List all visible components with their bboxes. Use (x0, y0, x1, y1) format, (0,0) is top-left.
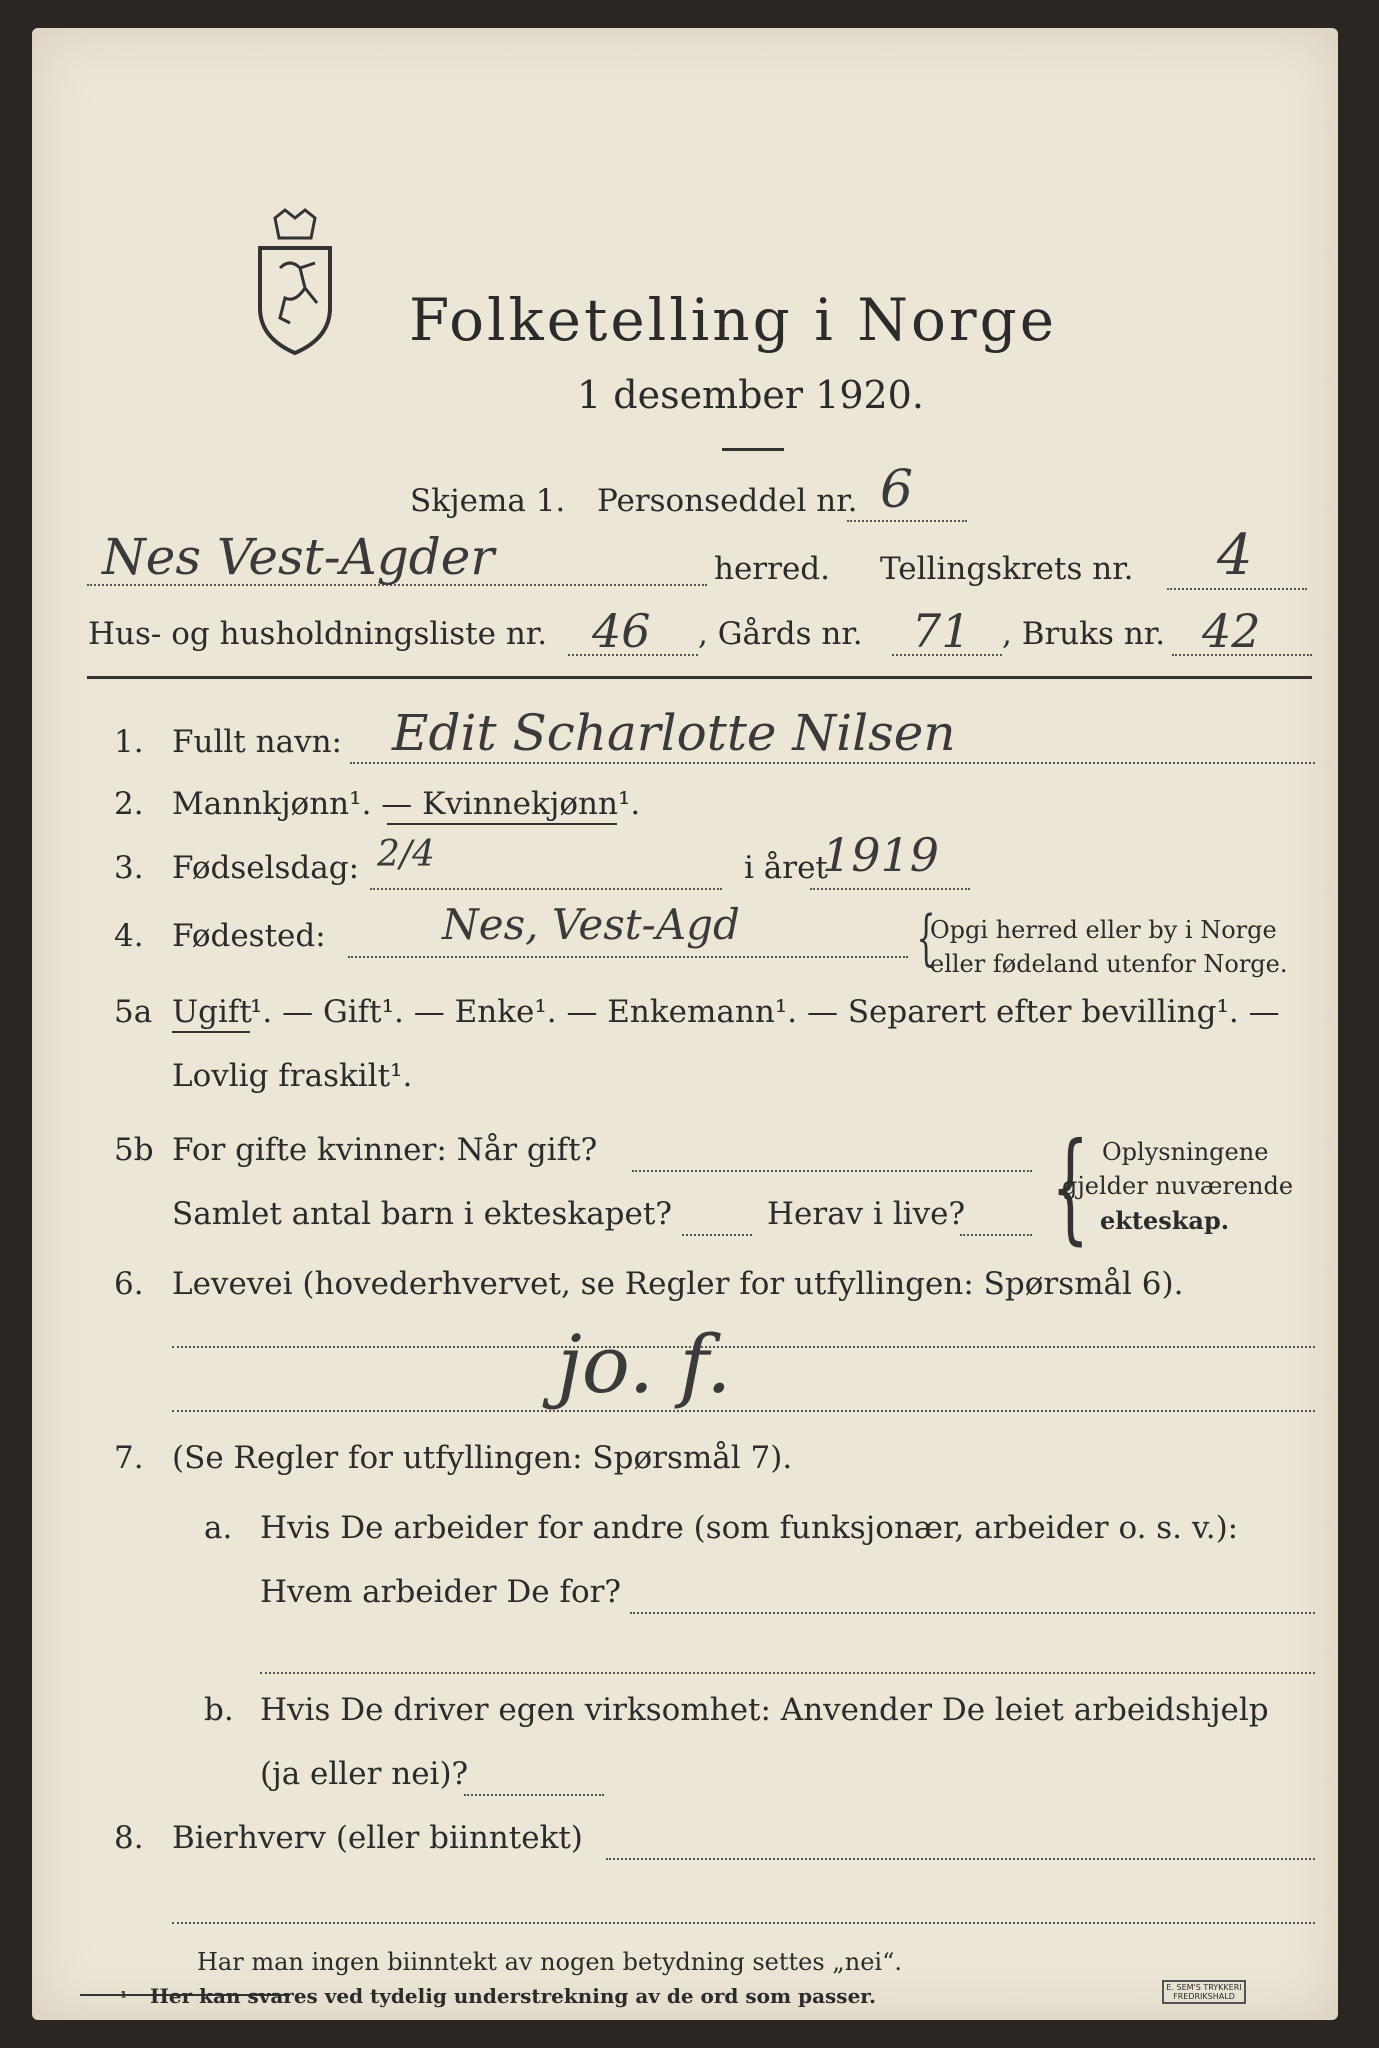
q5b-note2: gjelder nuværende (1062, 1172, 1294, 1200)
census-form-page (32, 28, 1338, 2020)
birth-day-value[interactable]: 2/4 (377, 834, 435, 875)
skjema-label: Skjema 1. (410, 483, 566, 519)
header-divider (87, 676, 1312, 679)
q7b-text: Hvis De driver egen virksomhet: Anvender De leiet arbeidshjelp (260, 1692, 1269, 1728)
ugift-underline (172, 1031, 250, 1033)
q1-label: Fullt navn: (172, 724, 342, 760)
footnote-mark: ¹ (120, 1988, 128, 2007)
q2-label: Mannkjønn¹. — Kvinnekjønn¹. (172, 786, 641, 822)
hus-label: Hus- og husholdningsliste nr. (88, 616, 548, 652)
ugift-option: Ugift (172, 994, 252, 1030)
kvinnekjonn-underline (387, 823, 617, 825)
bruks-label: , Bruks nr. (1002, 616, 1166, 652)
q6-number: 6. (114, 1266, 144, 1302)
q8-note: Har man ingen biinntekt av nogen betydning settes „nei“. (197, 1948, 902, 1976)
footnote-text: Her kan svares ved tydelig understrekning av de ord som passer. (150, 1984, 876, 2008)
personseddel-value[interactable]: 6 (880, 460, 914, 520)
stamp-line1: E. SEM'S TRYKKERI (1166, 1983, 1242, 1992)
tellingskrets-value[interactable]: 4 (1217, 523, 1253, 588)
gards-value[interactable]: 71 (912, 604, 971, 658)
form-title: Folketelling i Norge (409, 286, 1058, 354)
birthplace-value[interactable]: Nes, Vest-Agd (442, 900, 740, 949)
q8-number: 8. (114, 1820, 144, 1856)
q7b-number: b. (204, 1692, 234, 1728)
q7b-question: (ja eller nei)? (260, 1756, 469, 1792)
q4-note-line1: Opgi herred eller by i Norge (930, 916, 1277, 944)
q5b-note1: Oplysningene (1102, 1138, 1269, 1166)
q4-number: 4. (114, 918, 144, 954)
q2-number: 2. (114, 786, 144, 822)
q3-number: 3. (114, 850, 144, 886)
q5a-number: 5a (114, 994, 153, 1030)
q5b-note3: ekteskap. (1100, 1206, 1230, 1235)
q3-label: Fødselsdag: (172, 850, 360, 886)
q6-label: Levevei (hovederhvervet, se Regler for utfyllingen: Spørsmål 6). (172, 1266, 1184, 1302)
q4-note-line2: eller fødeland utenfor Norge. (930, 950, 1288, 978)
q8-label: Bierhverv (eller biinntekt) (172, 1820, 583, 1856)
hus-value[interactable]: 46 (592, 604, 651, 658)
q1-number: 1. (114, 724, 144, 760)
stamp-line2: FREDRIKSHALD (1173, 1992, 1235, 2001)
title-divider (722, 448, 784, 451)
herred-label: herred. (714, 551, 830, 587)
q5a-line2: Lovlig fraskilt¹. (172, 1058, 413, 1094)
bruks-value[interactable]: 42 (1202, 604, 1261, 658)
q7a-question: Hvem arbeider De for? (260, 1574, 622, 1610)
q5b-line1: For gifte kvinner: Når gift? (172, 1132, 598, 1168)
personseddel-label: Personseddel nr. (597, 483, 858, 519)
full-name-value[interactable]: Edit Scharlotte Nilsen (392, 704, 956, 762)
q5a-options: ¹. — Gift¹. — Enke¹. — Enkemann¹. — Separert efter bevilling¹. — (250, 994, 1280, 1030)
q5b-children-label: Samlet antal barn i ekteskapet? (172, 1196, 672, 1232)
q7a-text: Hvis De arbeider for andre (som funksjonær, arbeider o. s. v.): (260, 1510, 1239, 1546)
year-label: i året (744, 850, 828, 886)
q7a-number: a. (204, 1510, 233, 1546)
tellingskrets-label: Tellingskrets nr. (880, 551, 1134, 587)
q7-label: (Se Regler for utfyllingen: Spørsmål 7). (172, 1440, 793, 1476)
birth-year-value[interactable]: 1919 (822, 828, 940, 882)
norwegian-coat-of-arms-icon (245, 208, 345, 358)
note-brace: { (916, 903, 936, 973)
gards-label: , Gårds nr. (698, 616, 863, 652)
herred-value[interactable]: Nes Vest-Agder (102, 528, 495, 586)
q5b-number: 5b (114, 1132, 154, 1168)
q7-number: 7. (114, 1440, 144, 1476)
printer-stamp (1162, 1980, 1246, 2004)
census-date: 1 desember 1920. (577, 373, 924, 417)
q5b-brace: { (1051, 1118, 1090, 1257)
occupation-value[interactable]: jo. f. (557, 1318, 732, 1411)
q5b-alive-label: Herav i live? (767, 1196, 966, 1232)
q4-label: Fødested: (172, 918, 326, 954)
